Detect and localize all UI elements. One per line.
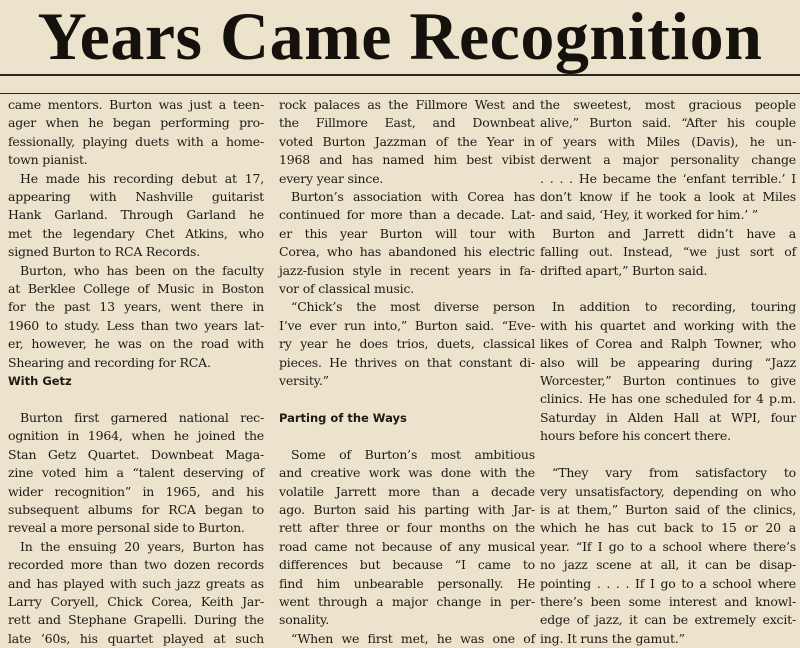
- column-1: [8, 96, 264, 648]
- text-line: I’ve ever run into,” Burton said. “Eve-: [279, 317, 535, 333]
- text-line: and creative work was done with the: [279, 465, 535, 481]
- paragraph-gap: [540, 280, 796, 298]
- text-line: continued for more than a decade. Lat-: [279, 207, 535, 223]
- text-line: rock palaces as the Fillmore West and: [279, 97, 535, 112]
- text-line: reveal a more personal side to Burton.: [8, 520, 245, 536]
- text-line: signed Burton to RCA Records.: [8, 244, 201, 260]
- text-line: went through a major change in per-: [279, 593, 535, 609]
- text-line: “When we first met, he was one of: [291, 630, 535, 646]
- text-line: appearing with Nashville guitarist: [8, 189, 264, 205]
- text-line: wider recognition” in 1965, and his: [8, 483, 264, 499]
- text-line: jazz-fusion style in recent years in fa-: [279, 262, 535, 278]
- text-line: Some of Burton’s most ambitious: [291, 446, 535, 462]
- text-line: ago. Burton said his parting with Jar-: [279, 501, 535, 517]
- column-3: [540, 96, 796, 648]
- text-line: edge of jazz, it can be extremely excit-: [540, 612, 796, 628]
- text-line: recorded more than two dozen records: [8, 557, 264, 573]
- text-line: ager when he began performing pro-: [8, 115, 264, 131]
- text-line: 1960 to study. Less than two years lat-: [8, 317, 264, 333]
- text-line: pointing . . . . If I go to a school where: [540, 575, 796, 591]
- text-line: drifted apart,” Burton said.: [540, 262, 708, 278]
- text-line: Shearing and recording for RCA.: [8, 354, 211, 370]
- text-line: is at them,” Burton said of the clinics,: [540, 501, 796, 517]
- text-line: clinics. He has one scheduled for 4 p.m.: [540, 391, 796, 407]
- text-line: very unsatisfactory, depending on who: [540, 483, 796, 499]
- column-2: [279, 96, 535, 648]
- text-line: rett after three or four months on the: [279, 520, 535, 536]
- paragraph-gap: [279, 391, 535, 409]
- text-line: derwent a major personality change: [540, 152, 796, 168]
- text-line: Hank Garland. Through Garland he: [8, 207, 264, 223]
- paragraph-gap: [540, 446, 796, 464]
- text-line: Stan Getz Quartet. Downbeat Maga-: [8, 446, 264, 462]
- text-line: voted Burton Jazzman of the Year in: [279, 133, 535, 149]
- paragraph-gap: [279, 427, 535, 445]
- text-line: ry year he does trios, duets, classical: [279, 336, 535, 352]
- text-line: versity.”: [279, 373, 329, 389]
- text-line: came mentors. Burton was just a teen-: [8, 97, 264, 112]
- text-line: met the legendary Chet Atkins, who: [8, 225, 264, 241]
- text-line: every year since.: [279, 170, 384, 186]
- text-line: volatile Jarrett more than a decade: [279, 483, 535, 499]
- column-top-rule: [0, 93, 800, 94]
- text-line: for the past 13 years, went there in: [8, 299, 264, 315]
- text-line: rett and Stephane Grapelli. During the: [8, 612, 264, 628]
- text-line: differences but because “I came to: [279, 557, 535, 573]
- text-line: Burton, who has been on the faculty: [20, 262, 264, 278]
- text-line: “Chick’s the most diverse person: [291, 299, 535, 315]
- text-line: and said, ‘Hey, it worked for him.’ ”: [540, 207, 758, 223]
- text-line: zine voted him a “talent deserving of: [8, 465, 264, 481]
- text-line: “They vary from satisfactory to: [552, 465, 796, 481]
- text-line: Worcester,” Burton continues to give: [540, 373, 796, 389]
- text-line: Burton’s association with Corea has: [291, 189, 535, 205]
- text-line: In the ensuing 20 years, Burton has: [20, 538, 264, 554]
- text-line: year. “If I go to a school where there’s: [540, 538, 796, 554]
- text-line: er, however, he was on the road with: [8, 336, 264, 352]
- text-line: the Fillmore East, and Downbeat: [279, 115, 535, 131]
- text-line: Larry Coryell, Chick Corea, Keith Jar-: [8, 593, 264, 609]
- text-line: Burton and Jarrett didn’t have a: [552, 225, 796, 241]
- text-line: He made his recording debut at 17,: [20, 170, 264, 186]
- text-line: at Berklee College of Music in Boston: [8, 281, 264, 297]
- text-line: pieces. He thrives on that constant di-: [279, 354, 535, 370]
- text-line: fessionally, playing duets with a home-: [8, 133, 264, 149]
- text-line: 1968 and has named him best vibist: [279, 152, 535, 168]
- text-line: subsequent albums for RCA began to: [8, 501, 264, 517]
- text-line: er this year Burton will tour with: [279, 225, 535, 241]
- text-line: In addition to recording, touring: [552, 299, 796, 315]
- text-line: Burton first garnered national rec-: [20, 409, 264, 425]
- text-line: also will be appearing during “Jazz: [540, 354, 796, 370]
- text-line: hours before his concert there.: [540, 428, 731, 444]
- headline-rule: [0, 74, 800, 76]
- paragraph-gap: [8, 391, 264, 409]
- subheading: With Getz: [8, 374, 72, 389]
- text-line: likes of Corea and Ralph Towner, who: [540, 336, 796, 352]
- text-line: don’t know if he took a look at Miles: [540, 189, 796, 205]
- text-line: late ’60s, his quartet played at such: [8, 630, 264, 646]
- text-line: the sweetest, most gracious people: [540, 97, 796, 112]
- text-line: ognition in 1964, when he joined the: [8, 428, 264, 444]
- subheading: Parting of the Ways: [279, 410, 407, 425]
- text-line: which he has cut back to 15 or 20 a: [540, 520, 796, 536]
- text-line: there’s been some interest and knowl-: [540, 593, 796, 609]
- text-line: with his quartet and working with the: [540, 317, 796, 333]
- text-line: alive,” Burton said. “After his couple: [540, 115, 796, 131]
- text-line: and has played with such jazz greats as: [8, 575, 264, 591]
- text-line: no jazz scene at all, it can be disap-: [540, 557, 796, 573]
- text-line: vor of classical music.: [279, 281, 415, 297]
- text-line: falling out. Instead, “we just sort of: [540, 244, 796, 260]
- text-line: of years with Miles (Davis), he un-: [540, 133, 796, 149]
- text-line: Corea, who has abandoned his electric: [279, 244, 535, 260]
- text-line: Saturday in Alden Hall at WPI, four: [540, 409, 796, 425]
- headline: Years Came Recognition: [37, 0, 763, 74]
- text-line: road came not because of any musical: [279, 538, 535, 554]
- text-line: . . . . He became the ‘enfant terrible.’ I: [540, 170, 796, 186]
- text-line: find him unbearable personally. He: [279, 575, 535, 591]
- text-line: ing. It runs the gamut.”: [540, 630, 685, 646]
- text-line: town pianist.: [8, 152, 88, 168]
- text-line: sonality.: [279, 612, 330, 628]
